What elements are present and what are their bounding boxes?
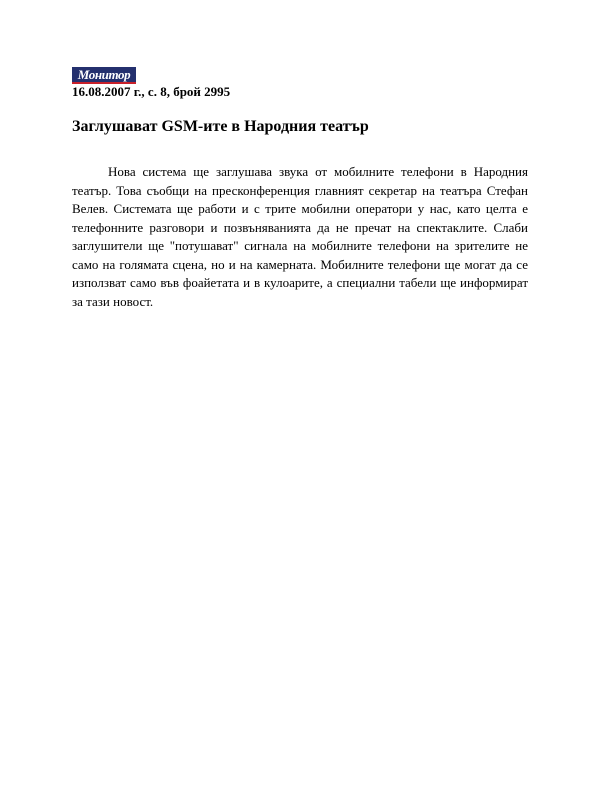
article-body: Нова система ще заглушава звука от мобилните телефони в Народния театър. Това съобщи на пресконференция главният секретар на театъра Стефан Велев. Системата ще работи и с трите мобилни оператори у нас, като целта е телефонните разговори и позвъняванията да не пречат на спектаклите. Слаби заглушители ще "потушават" сигнала на мобилните телефони на зрителите не само на голямата сцена, но и на камерната. Мобилните телефони ще могат да се използват само във фоайетата и в кулоарите, а специални табели ще информират за тази новост. — [72, 164, 528, 309]
newspaper-logo — [72, 67, 136, 84]
publication-info: 16.08.2007 г., с. 8, брой 2995 — [72, 84, 231, 99]
article-headline: Заглушават GSM-ите в Народния театър — [72, 118, 369, 135]
logo-text: Монитор — [77, 67, 131, 82]
